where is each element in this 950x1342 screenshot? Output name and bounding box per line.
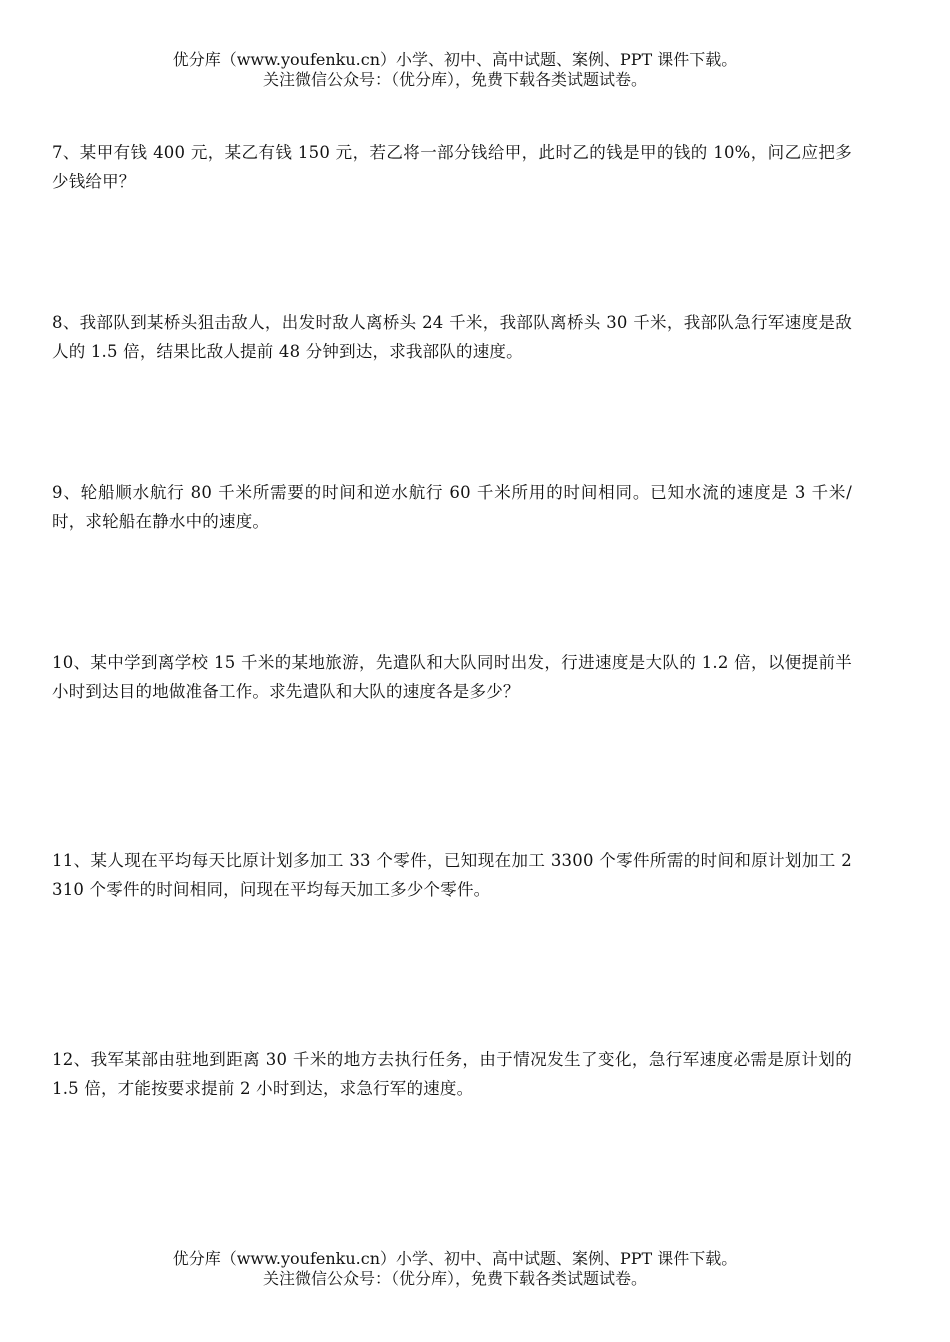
page-footer (0, 1249, 950, 1289)
question-7: 7、某甲有钱 400 元，某乙有钱 150 元，若乙将一部分钱给甲，此时乙的钱是甲的钱的 10%，问乙应把多少钱给甲？ (52, 143, 852, 191)
footer-site-line: 优分库（www.youfenku.cn）小学、初中、高中试题、案例、PPT 课件下载。 (172, 1249, 738, 1268)
question-8: 8、我部队到某桥头狙击敌人，出发时敌人离桥头 24 千米，我部队离桥头 30 千米，我部队急行军速度是敌人的 1.5 倍，结果比敌人提前 48 分钟到达，求我部队的速度。 (52, 313, 852, 361)
footer-wechat-line: 关注微信公众号：（优分库），免费下载各类试题试卷。 (262, 1269, 647, 1288)
page-header (0, 50, 950, 90)
header-site-line: 优分库（www.youfenku.cn）小学、初中、高中试题、案例、PPT 课件下载。 (172, 50, 738, 69)
question-11: 11、某人现在平均每天比原计划多加工 33 个零件，已知现在加工 3300 个零件所需的时间和原计划加工 2310 个零件的时间相同，问现在平均每天加工多少个零件。 (52, 851, 852, 899)
question-9: 9、轮船顺水航行 80 千米所需要的时间和逆水航行 60 千米所用的时间相同。已知水流的速度是 3 千米/时，求轮船在静水中的速度。 (52, 483, 852, 531)
question-10: 10、某中学到离学校 15 千米的某地旅游，先遣队和大队同时出发，行进速度是大队的 1.2 倍，以便提前半小时到达目的地做准备工作。求先遣队和大队的速度各是多少？ (52, 653, 852, 701)
question-12: 12、我军某部由驻地到距离 30 千米的地方去执行任务，由于情况发生了变化，急行军速度必需是原计划的 1.5 倍，才能按要求提前 2 小时到达，求急行军的速度。 (52, 1050, 852, 1098)
header-wechat-line: 关注微信公众号：（优分库），免费下载各类试题试卷。 (262, 70, 647, 89)
